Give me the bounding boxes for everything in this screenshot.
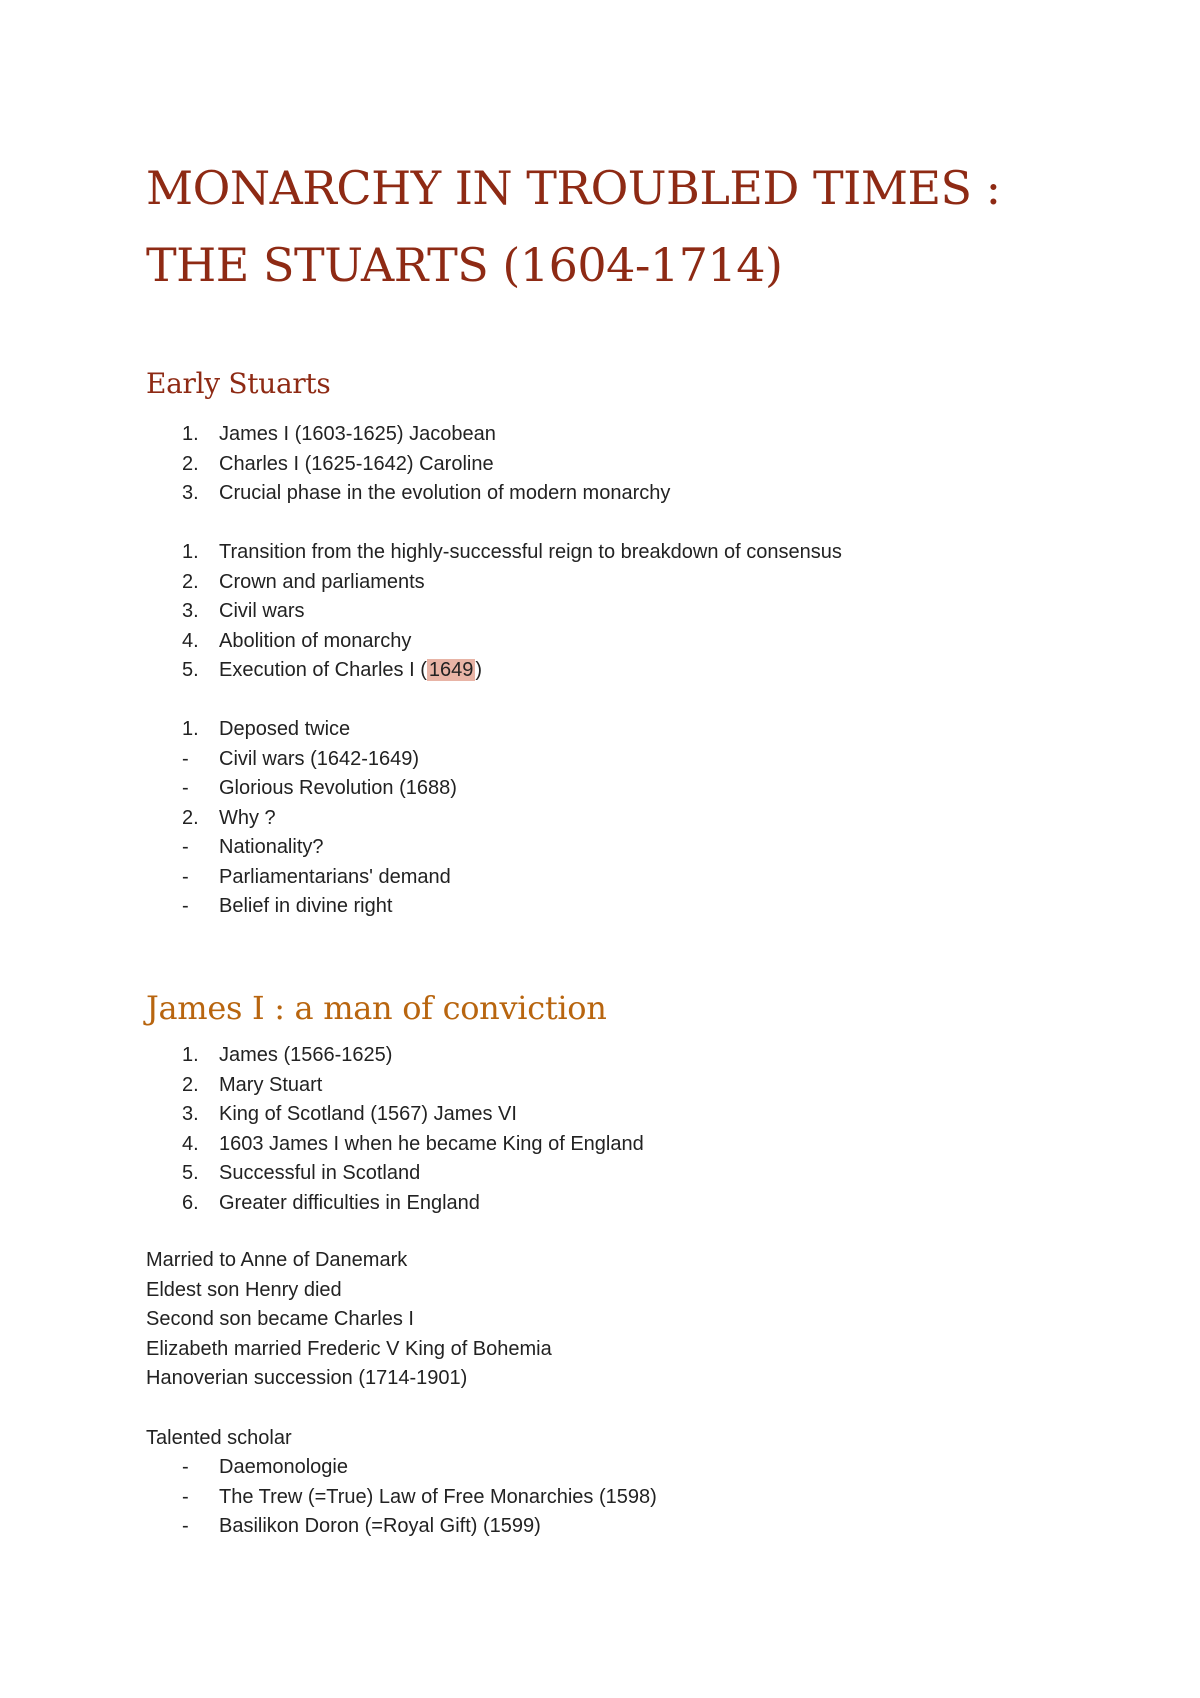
list-marker: - — [182, 895, 189, 917]
list-item-text: Charles I (1625-1642) Caroline — [219, 452, 494, 475]
list-item-text: James I (1603-1625) Jacobean — [219, 423, 496, 445]
list-item — [146, 479, 670, 509]
list-marker: 3. — [182, 1103, 199, 1125]
early-stuarts-list-2 — [146, 538, 842, 686]
list-marker: 6. — [182, 1191, 199, 1214]
list-item — [146, 538, 842, 568]
early-stuarts-list-1 — [146, 420, 670, 509]
list-item-text: Civil wars — [219, 600, 305, 622]
list-marker: - — [182, 1456, 189, 1478]
list-marker: 1. — [182, 718, 199, 740]
list-item-text: 1603 James I when he became King of England — [219, 1132, 644, 1155]
list-marker: - — [182, 1485, 189, 1508]
list-item-text: Why ? — [219, 806, 276, 829]
execution-text-after: ) — [475, 659, 483, 681]
list-marker: - — [182, 777, 189, 799]
list-item-text: Transition from the highly-successful reign to breakdown of consensus — [219, 541, 842, 563]
list-marker: 2. — [182, 452, 199, 475]
list-item-text: Glorious Revolution (1688) — [219, 777, 457, 799]
list-item — [146, 450, 670, 480]
list-item-text: Abolition of monarchy — [219, 629, 412, 652]
list-item — [146, 1100, 644, 1130]
early-stuarts-list-3 — [146, 715, 457, 922]
list-item — [146, 1041, 644, 1071]
list-marker: 5. — [182, 1162, 199, 1184]
heading-james-i: James I : a man of conviction — [146, 989, 607, 1027]
list-item — [146, 1071, 644, 1101]
list-item — [146, 1159, 644, 1189]
list-item-text: Daemonologie — [219, 1456, 348, 1478]
list-item-text: Crucial phase in the evolution of modern monarchy — [219, 482, 671, 504]
list-marker: 2. — [182, 806, 199, 829]
list-item — [146, 1512, 657, 1542]
list-marker: 5. — [182, 659, 199, 681]
list-item-text: Crown and parliaments — [219, 570, 425, 593]
works-list — [146, 1453, 657, 1542]
list-marker: - — [182, 1515, 189, 1537]
heading-early-stuarts: Early Stuarts — [146, 367, 331, 400]
list-marker: 4. — [182, 629, 199, 652]
list-item-text: Greater difficulties in England — [219, 1191, 480, 1214]
list-item — [146, 745, 457, 775]
paragraph-line: Elizabeth married Frederic V King of Bohemia — [146, 1337, 552, 1360]
document-title — [146, 150, 1001, 304]
list-item — [146, 804, 457, 834]
list-item-text: Belief in divine right — [219, 895, 393, 917]
scholar-label: Talented scholar — [146, 1427, 292, 1449]
list-item — [146, 627, 842, 657]
list-item — [146, 715, 457, 745]
list-marker: 2. — [182, 1073, 199, 1096]
list-marker: - — [182, 836, 189, 858]
paragraph-line: Second son became Charles I — [146, 1308, 414, 1330]
list-item-text: The Trew (=True) Law of Free Monarchies (1598) — [219, 1485, 657, 1508]
list-marker: 1. — [182, 541, 199, 563]
list-item-execution — [146, 656, 842, 686]
execution-text-before: Execution of Charles I ( — [219, 659, 427, 681]
list-marker: 2. — [182, 570, 199, 593]
list-item — [146, 568, 842, 598]
list-item — [146, 1189, 644, 1219]
list-item — [146, 1130, 644, 1160]
list-marker: 3. — [182, 600, 199, 622]
list-item — [146, 863, 457, 893]
list-item — [146, 833, 457, 863]
paragraph-line: Eldest son Henry died — [146, 1278, 342, 1301]
list-item-text: Successful in Scotland — [219, 1162, 421, 1184]
list-item-text: Nationality? — [219, 836, 324, 858]
list-item-text: Mary Stuart — [219, 1073, 323, 1096]
list-item-text: Basilikon Doron (=Royal Gift) (1599) — [219, 1515, 541, 1537]
title-line-1: MONARCHY IN TROUBLED TIMES : — [146, 161, 1001, 215]
highlighted-year: 1649 — [428, 659, 474, 681]
list-item-text: King of Scotland (1567) James VI — [219, 1103, 517, 1125]
list-item-text: Parliamentarians' demand — [219, 865, 451, 888]
title-line-2: THE STUARTS (1604-1714) — [146, 238, 783, 292]
list-item — [146, 597, 842, 627]
list-marker: 1. — [182, 1044, 199, 1066]
list-item-text: Civil wars (1642-1649) — [219, 747, 420, 770]
list-item-text: Deposed twice — [219, 718, 351, 740]
list-marker: 1. — [182, 423, 199, 445]
list-item — [146, 892, 457, 922]
scholar-label-block — [146, 1424, 292, 1454]
list-marker: 3. — [182, 482, 199, 504]
list-item-text: James (1566-1625) — [219, 1044, 393, 1066]
paragraph-line: Hanoverian succession (1714-1901) — [146, 1367, 468, 1389]
paragraph-line: Married to Anne of Danemark — [146, 1249, 408, 1271]
list-marker: - — [182, 865, 189, 888]
list-item — [146, 1483, 657, 1513]
james-list-1 — [146, 1041, 644, 1218]
list-marker: - — [182, 747, 189, 770]
list-item — [146, 1453, 657, 1483]
list-marker: 4. — [182, 1132, 199, 1155]
list-item — [146, 774, 457, 804]
list-item — [146, 420, 670, 450]
family-paragraph — [146, 1246, 552, 1394]
